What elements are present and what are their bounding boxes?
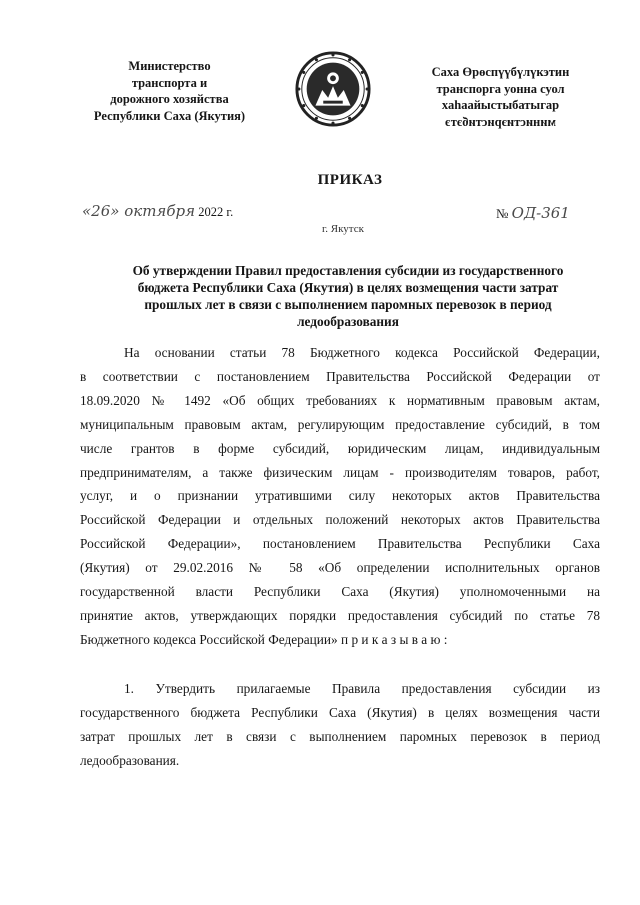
text-line: На основании статьи 78 Бюджетного кодекса Российской Федерации, — [124, 345, 600, 360]
text-line: затрат прошлых лет в связи с выполнением паромных перевозок в период — [80, 728, 600, 744]
order-subject-heading — [98, 262, 598, 330]
ministry-line-mirrored: министиэристибэтэ — [445, 114, 556, 129]
clause-1-paragraph — [80, 677, 600, 773]
text-line: ледообразования. — [80, 752, 180, 768]
text-line: числе грантов в форме субсидий, юридическим лицам, индивидуальным — [80, 440, 600, 456]
heading-line: бюджета Республики Саха (Якутия) в целях возмещения части затрат — [137, 280, 559, 295]
ministry-line: Республики Саха (Якутия) — [93, 108, 246, 123]
ministry-line: дорожного хозяйства — [110, 92, 229, 106]
text-line: предпринимателям, а также физическим лицам - производителям товаров, работ, — [80, 464, 600, 480]
ministry-line: Министерство — [128, 59, 211, 73]
preamble-paragraph — [80, 341, 600, 652]
coat-of-arms-icon — [294, 50, 372, 128]
ministry-line: транспорта и — [131, 75, 208, 90]
text-line: принятие актов, утверждающих порядки предоставления субсидий по статье 78 — [80, 607, 600, 623]
heading-line: Об утверждении Правил предоставления субсидии из государственного — [132, 263, 564, 278]
heading-line: прошлых лет в связи с выполнением паромных перевозок в период — [144, 297, 552, 312]
text-line: 18.09.2020 № 1492 «Об общих требованиях к нормативным правовым актам, — [80, 392, 600, 408]
handwritten-date: «26» октября — [82, 202, 196, 220]
text-line: Бюджетного кодекса Российской Федерации» п р и к а з ы в а ю : — [80, 631, 448, 647]
text-line: муниципальным правовым актам, регулирующим предоставление субсидий, в том — [80, 416, 600, 432]
text-line: в соответствии с постановлением Правительства Российской Федерации от — [80, 368, 600, 384]
document-title: ПРИКАЗ — [317, 172, 383, 188]
ministry-name-russian — [62, 58, 277, 124]
order-number — [496, 204, 570, 222]
text-line: Российской Федерации и отдельных положений некоторых актов Правительства — [80, 512, 600, 528]
text-line: (Якутия) от 29.02.2016 № 58 «Об определении исполнительных органов — [80, 560, 600, 576]
text-line: услуг, и о признании утратившими силу некоторых актов Правительства — [80, 488, 600, 504]
text-line: государственного бюджета Республики Саха (Якутия) в целях возмещения части — [80, 704, 600, 720]
heading-line: ледообразования — [297, 314, 399, 329]
date-year: 2022 г. — [198, 205, 234, 219]
handwritten-number: ОД-361 — [511, 204, 570, 222]
ministry-line: хаһаайыстыбатыгар — [441, 98, 560, 112]
ministry-line: транспорга уонна суол — [436, 81, 565, 96]
text-line: государственной власти Республики Саха (Якутия) уполномоченными на — [80, 584, 600, 600]
order-date — [82, 202, 233, 220]
ministry-name-sakha — [398, 64, 603, 130]
text-line: Российской Федерации», постановлением Правительства Республики Саха — [80, 536, 600, 552]
text-line: 1. Утвердить прилагаемые Правила предоставления субсидии из — [124, 681, 600, 696]
ministry-line: Саха Өрөспүүбүлүкэтин — [431, 65, 570, 79]
number-prefix: № — [496, 206, 509, 221]
city-label: г. Якутск — [322, 223, 364, 235]
